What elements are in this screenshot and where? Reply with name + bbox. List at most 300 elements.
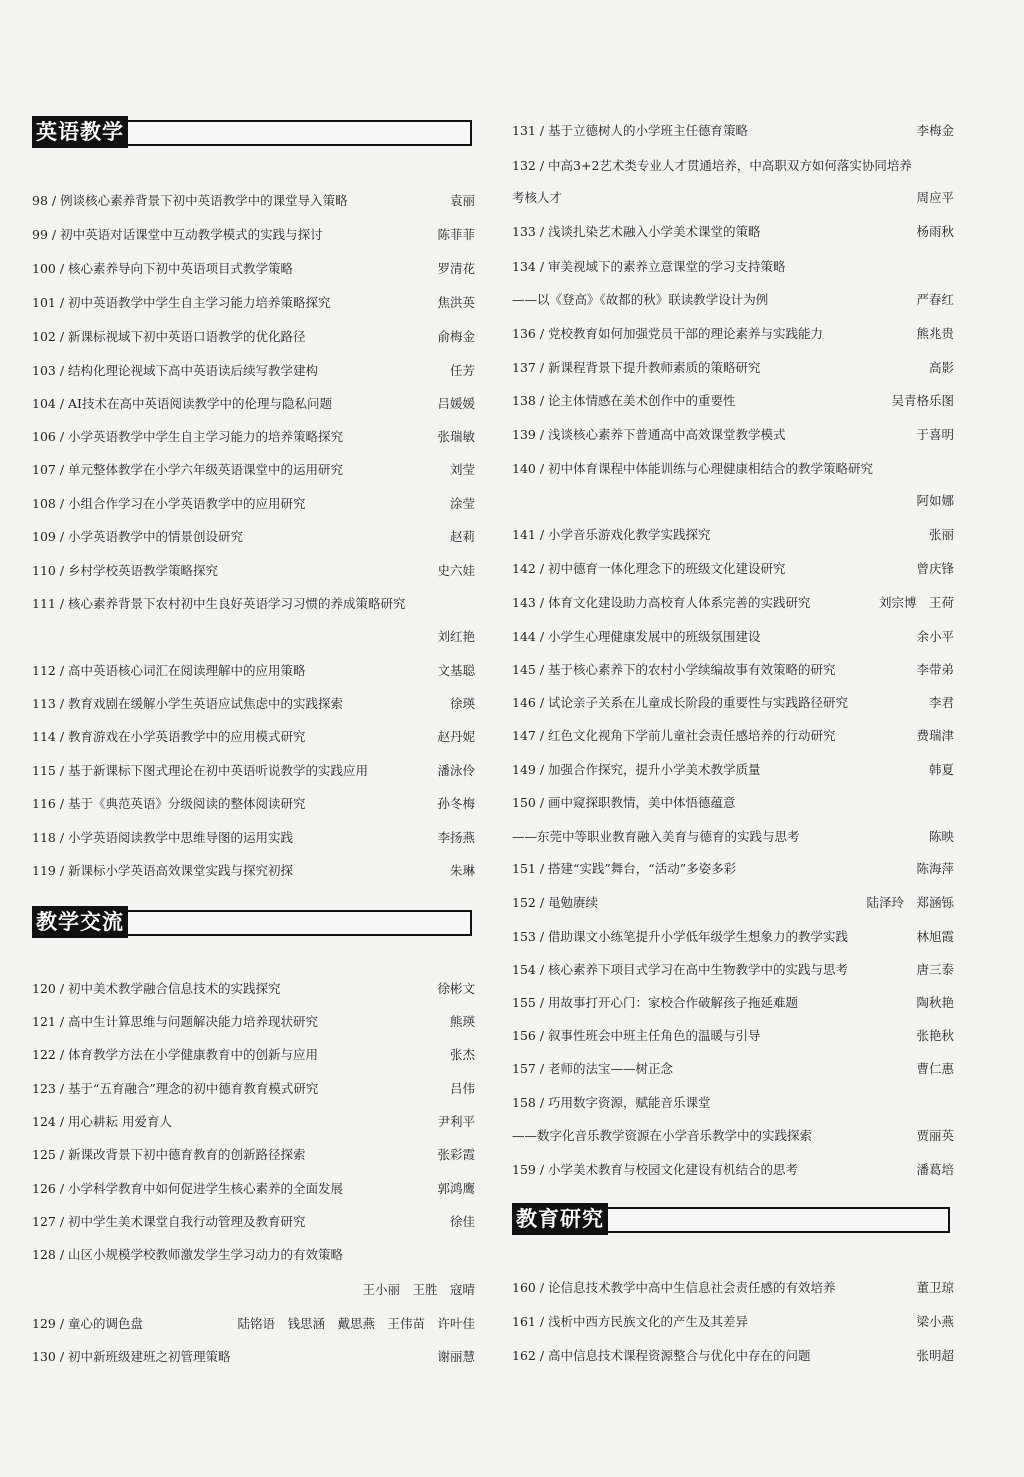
- entry-page-number: 137: [512, 360, 536, 375]
- entry-page-number: 159: [512, 1162, 536, 1177]
- entry-page-number: 161: [512, 1314, 536, 1329]
- entry-separator: /: [535, 861, 549, 876]
- entry-page-number: 142: [512, 561, 536, 576]
- entry-title: 教育游戏在小学英语教学中的应用模式研究: [68, 729, 306, 744]
- entry-title: 高中生计算思维与问题解决能力培养现状研究: [68, 1014, 319, 1029]
- section-title: 教育研究: [512, 1203, 608, 1235]
- entry-author: 张艳秋: [916, 1028, 954, 1043]
- toc-entry[interactable]: [32, 1279, 475, 1301]
- toc-entry[interactable]: [512, 1311, 954, 1333]
- entry-separator: /: [47, 193, 61, 208]
- entry-separator: /: [535, 962, 549, 977]
- entry-author: 张丽: [928, 527, 954, 542]
- entry-title: 核心素养导向下初中英语项目式教学策略: [68, 261, 294, 276]
- entry-page-number: 160: [512, 1280, 536, 1295]
- entry-author: 陆泽玲 郑涵铄: [866, 895, 954, 910]
- entry-title: 党校教育如何加强党员干部的理论素养与实践能力: [548, 326, 824, 341]
- entry-page-number: 134: [512, 259, 536, 274]
- entry-page-number: 145: [512, 662, 536, 677]
- entry-separator: /: [55, 396, 69, 411]
- entry-separator: /: [55, 1081, 69, 1096]
- entry-page-number: 132: [512, 158, 536, 173]
- entry-author: 熊瑛: [449, 1014, 475, 1029]
- entry-page-number: 101: [32, 295, 56, 310]
- toc-entry[interactable]: [512, 187, 954, 209]
- entry-author: 潘泳伶: [437, 763, 475, 778]
- toc-entry[interactable]: [512, 221, 954, 243]
- entry-separator: /: [55, 1014, 69, 1029]
- toc-entry[interactable]: [32, 593, 475, 615]
- entry-author: 刘宗博 王荷: [878, 595, 954, 610]
- entry-separator: /: [55, 863, 69, 878]
- entry-title: 用心耕耘 用爱育人: [68, 1114, 173, 1129]
- entry-author: 徐彬文: [437, 981, 475, 996]
- entry-author: 谢丽慧: [437, 1349, 475, 1364]
- entry-separator: /: [55, 496, 69, 511]
- entry-title: 初中德育一体化理念下的班级文化建设研究: [548, 561, 786, 576]
- entry-separator: /: [535, 158, 549, 173]
- toc-entry[interactable]: [32, 258, 475, 280]
- entry-page-number: 152: [512, 895, 536, 910]
- entry-page-number: 102: [32, 329, 56, 344]
- entry-title: 初中新班级建班之初管理策略: [68, 1349, 231, 1364]
- entry-author: 李带弟: [916, 662, 954, 677]
- entry-author: 罗清花: [437, 261, 475, 276]
- entry-page-number: 119: [32, 863, 56, 878]
- toc-entry[interactable]: [32, 1044, 475, 1066]
- entry-author: 董卫琼: [916, 1280, 954, 1295]
- entry-title: 新课改背景下初中德育教育的创新路径探索: [68, 1147, 306, 1162]
- entry-separator: /: [535, 527, 549, 542]
- entry-author: 陶秋艳: [916, 995, 954, 1010]
- toc-entry[interactable]: [512, 289, 954, 311]
- entry-separator: /: [55, 796, 69, 811]
- toc-entry[interactable]: [32, 426, 475, 448]
- entry-author: 李扬燕: [437, 830, 475, 845]
- toc-entry[interactable]: [512, 959, 954, 981]
- entry-page-number: 157: [512, 1061, 536, 1076]
- entry-title: 论主体情感在美术创作中的重要性: [548, 393, 736, 408]
- entry-title: 核心素养下项目式学习在高中生物教学中的实践与思考: [548, 962, 849, 977]
- toc-entry[interactable]: [32, 393, 475, 415]
- entry-title: 小学英语教学中学生自主学习能力的培养策略探究: [68, 429, 344, 444]
- entry-author: 吕媛媛: [437, 396, 475, 411]
- entry-separator: /: [535, 1348, 549, 1363]
- entry-title: ——数字化音乐教学资源在小学音乐教学中的实践探索: [512, 1128, 813, 1143]
- entry-author: 吕伟: [449, 1081, 475, 1096]
- entry-page-number: 104: [32, 396, 56, 411]
- entry-title: 基于新课标下图式理论在初中英语听说教学的实践应用: [68, 763, 369, 778]
- entry-title: 浅谈扎染艺术融入小学美术课堂的策略: [548, 224, 761, 239]
- entry-page-number: 149: [512, 762, 536, 777]
- entry-page-number: 100: [32, 261, 56, 276]
- toc-entry[interactable]: [32, 1313, 475, 1335]
- entry-page-number: 154: [512, 962, 536, 977]
- entry-page-number: 155: [512, 995, 536, 1010]
- toc-entry[interactable]: [32, 1078, 475, 1100]
- entry-separator: /: [535, 461, 549, 476]
- toc-entry[interactable]: [512, 992, 954, 1014]
- entry-page-number: 116: [32, 796, 56, 811]
- entry-author: 赵丹妮: [437, 729, 475, 744]
- toc-entry[interactable]: [512, 759, 954, 781]
- toc-entry[interactable]: [512, 256, 954, 278]
- entry-separator: /: [535, 360, 549, 375]
- entry-title: 基于核心素养下的农村小学续编故事有效策略的研究: [548, 662, 836, 677]
- entry-author: 张明超: [916, 1348, 954, 1363]
- toc-entry[interactable]: [32, 1178, 475, 1200]
- entry-title: 教育戏剧在缓解小学生英语应试焦虑中的实践探索: [68, 696, 344, 711]
- entry-author: 李君: [928, 695, 954, 710]
- toc-entry[interactable]: [32, 1144, 475, 1166]
- entry-page-number: 143: [512, 595, 536, 610]
- entry-title: 老师的法宝——树正念: [548, 1061, 674, 1076]
- toc-entry[interactable]: [512, 826, 954, 848]
- entry-page-number: 146: [512, 695, 536, 710]
- entry-separator: /: [535, 393, 549, 408]
- entry-page-number: 153: [512, 929, 536, 944]
- entry-separator: /: [55, 1147, 69, 1162]
- entry-page-number: 115: [32, 763, 56, 778]
- toc-entry[interactable]: [512, 490, 954, 512]
- entry-title: 基于立德树人的小学班主任德育策略: [548, 123, 749, 138]
- toc-entry[interactable]: [512, 892, 954, 914]
- entry-title: 初中美术教学融合信息技术的实践探究: [68, 981, 281, 996]
- entry-author: 焦洪英: [437, 295, 475, 310]
- entry-separator: /: [535, 762, 549, 777]
- entry-author: 曾庆锋: [916, 561, 954, 576]
- entry-author: 高影: [928, 360, 954, 375]
- entry-author: 杨雨秋: [916, 224, 954, 239]
- toc-entry[interactable]: [32, 292, 475, 314]
- toc-entry[interactable]: [32, 459, 475, 481]
- entry-page-number: 129: [32, 1316, 56, 1331]
- section-header: [32, 910, 472, 936]
- toc-entry[interactable]: [512, 592, 954, 614]
- entry-author: 涂莹: [449, 496, 475, 511]
- entry-separator: /: [535, 561, 549, 576]
- entry-author: 李梅金: [916, 123, 954, 138]
- toc-entry[interactable]: [32, 1346, 475, 1368]
- entry-separator: /: [535, 995, 549, 1010]
- entry-author: 徐瑛: [449, 696, 475, 711]
- entry-separator: /: [535, 1028, 549, 1043]
- entry-title: 小学美术教育与校园文化建设有机结合的思考: [548, 1162, 799, 1177]
- entry-separator: /: [55, 981, 69, 996]
- entry-page-number: 144: [512, 629, 536, 644]
- entry-title: 小学英语教学中的情景创设研究: [68, 529, 244, 544]
- entry-separator: /: [55, 596, 69, 611]
- toc-entry[interactable]: [512, 458, 954, 480]
- entry-page-number: 120: [32, 981, 56, 996]
- toc-entry[interactable]: [512, 692, 954, 714]
- entry-title: 借助课文小练笔提升小学低年级学生想象力的教学实践: [548, 929, 849, 944]
- entry-author: 俞梅金: [437, 329, 475, 344]
- entry-separator: /: [55, 1316, 69, 1331]
- toc-entry[interactable]: [32, 693, 475, 715]
- entry-separator: /: [535, 1162, 549, 1177]
- entry-author: 阿如娜: [916, 493, 954, 508]
- entry-author: 尹利平: [437, 1114, 475, 1129]
- entry-title: 小组合作学习在小学英语教学中的应用研究: [68, 496, 306, 511]
- entry-separator: /: [535, 795, 549, 810]
- toc-entry[interactable]: [512, 626, 954, 648]
- entry-title: 新课标视域下初中英语口语教学的优化路径: [68, 329, 306, 344]
- entry-page-number: 127: [32, 1214, 56, 1229]
- toc-entry[interactable]: [32, 827, 475, 849]
- entry-title: 试论亲子关系在儿童成长阶段的重要性与实践路径研究: [548, 695, 849, 710]
- entry-author: 陆铭语 钱思涵 戴思燕 王伟苗 许叶佳: [237, 1316, 475, 1331]
- section-header: [512, 1207, 950, 1233]
- toc-entry[interactable]: [32, 860, 475, 882]
- toc-entry[interactable]: [32, 726, 475, 748]
- toc-entry[interactable]: [32, 526, 475, 548]
- entry-separator: /: [535, 123, 549, 138]
- entry-separator: /: [535, 1280, 549, 1295]
- entry-author: 吴青格乐图: [891, 393, 954, 408]
- toc-entry[interactable]: [512, 357, 954, 379]
- entry-page-number: 99: [32, 227, 48, 242]
- entry-title: 体育文化建设助力高校育人体系完善的实践研究: [548, 595, 811, 610]
- entry-title: 用故事打开心门：家校合作破解孩子拖延难题: [548, 995, 799, 1010]
- entry-separator: /: [535, 662, 549, 677]
- toc-entry[interactable]: [512, 424, 954, 446]
- entry-author: 严春红: [916, 292, 954, 307]
- entry-author: 陈海萍: [916, 861, 954, 876]
- toc-entry[interactable]: [32, 626, 475, 648]
- entry-author: 张杰: [449, 1047, 475, 1062]
- entry-separator: /: [55, 1349, 69, 1364]
- entry-separator: /: [55, 429, 69, 444]
- entry-title: 体育教学方法在小学健康教育中的创新与应用: [68, 1047, 319, 1062]
- toc-entry[interactable]: [32, 190, 475, 212]
- toc-entry[interactable]: [512, 1025, 954, 1047]
- entry-title: 小学科学教育中如何促进学生核心素养的全面发展: [68, 1181, 344, 1196]
- toc-entry[interactable]: [32, 1244, 475, 1266]
- toc-entry[interactable]: [512, 1058, 954, 1080]
- entry-author: 余小平: [916, 629, 954, 644]
- entry-separator: /: [55, 663, 69, 678]
- entry-title: 加强合作探究，提升小学美术教学质量: [548, 762, 761, 777]
- entry-page-number: 139: [512, 427, 536, 442]
- entry-separator: /: [535, 629, 549, 644]
- entry-separator: /: [55, 1047, 69, 1062]
- entry-page-number: 98: [32, 193, 48, 208]
- entry-author: 梁小燕: [916, 1314, 954, 1329]
- toc-entry[interactable]: [32, 1011, 475, 1033]
- entry-separator: /: [535, 1314, 549, 1329]
- toc-entry[interactable]: [32, 1211, 475, 1233]
- section-title: 教学交流: [32, 906, 128, 938]
- toc-entry[interactable]: [512, 858, 954, 880]
- entry-page-number: 114: [32, 729, 56, 744]
- entry-separator: /: [55, 1114, 69, 1129]
- entry-author: 于喜明: [916, 427, 954, 442]
- entry-title: 结构化理论视域下高中英语读后续写教学建构: [68, 363, 319, 378]
- section-title: 英语教学: [32, 116, 128, 148]
- entry-separator: /: [535, 1095, 549, 1110]
- toc-entry[interactable]: [32, 1111, 475, 1133]
- entry-page-number: 111: [32, 596, 56, 611]
- entry-author: 孙冬梅: [437, 796, 475, 811]
- entry-author: 刘红艳: [437, 629, 475, 644]
- entry-separator: /: [55, 261, 69, 276]
- entry-page-number: 158: [512, 1095, 536, 1110]
- toc-entry[interactable]: [512, 1092, 954, 1114]
- entry-page-number: 128: [32, 1247, 56, 1262]
- entry-page-number: 162: [512, 1348, 536, 1363]
- entry-title: 巧用数字资源，赋能音乐课堂: [548, 1095, 711, 1110]
- entry-title: 初中体育课程中体能训练与心理健康相结合的教学策略研究: [548, 461, 874, 476]
- entry-author: 林旭霞: [916, 929, 954, 944]
- entry-separator: /: [535, 695, 549, 710]
- entry-author: 陈映: [928, 829, 954, 844]
- entry-page-number: 141: [512, 527, 536, 542]
- toc-entry[interactable]: [512, 1345, 954, 1367]
- entry-separator: /: [55, 363, 69, 378]
- entry-title: 浅谈核心素养下普通高中高效课堂教学模式: [548, 427, 786, 442]
- entry-author: 周应平: [916, 190, 954, 205]
- toc-entry[interactable]: [512, 1277, 954, 1299]
- entry-page-number: 107: [32, 462, 56, 477]
- entry-page-number: 138: [512, 393, 536, 408]
- entry-separator: /: [55, 830, 69, 845]
- entry-title: 叙事性班会中班主任角色的温暖与引导: [548, 1028, 761, 1043]
- entry-title: ——以《登高》《故都的秋》联读教学设计为例: [512, 292, 769, 307]
- entry-separator: /: [55, 329, 69, 344]
- toc-entry[interactable]: [512, 792, 954, 814]
- entry-page-number: 110: [32, 563, 56, 578]
- entry-separator: /: [55, 295, 69, 310]
- entry-page-number: 109: [32, 529, 56, 544]
- entry-separator: /: [55, 462, 69, 477]
- toc-entry[interactable]: [32, 224, 475, 246]
- section-header: [32, 120, 472, 146]
- toc-entry[interactable]: [512, 926, 954, 948]
- entry-author: 韩夏: [928, 762, 954, 777]
- entry-title: 初中英语教学中学生自主学习能力培养策略探究: [68, 295, 331, 310]
- entry-author: 费瑞津: [916, 728, 954, 743]
- entry-title: 高中英语核心词汇在阅读理解中的应用策略: [68, 663, 306, 678]
- entry-title: 考核人才: [512, 190, 563, 205]
- entry-page-number: 121: [32, 1014, 56, 1029]
- entry-separator: /: [55, 729, 69, 744]
- entry-title: 初中英语对话课堂中互动教学模式的实践与探讨: [60, 227, 323, 242]
- entry-title: 新课程背景下提升教师素质的策略研究: [548, 360, 761, 375]
- toc-entry[interactable]: [32, 660, 475, 682]
- entry-page-number: 124: [32, 1114, 56, 1129]
- entry-author: 史六娃: [437, 563, 475, 578]
- entry-author: 张彩霞: [437, 1147, 475, 1162]
- entry-title: 单元整体教学在小学六年级英语课堂中的运用研究: [68, 462, 344, 477]
- entry-title: 乡村学校英语教学策略探究: [68, 563, 219, 578]
- entry-title: 小学英语阅读教学中思维导图的运用实践: [68, 830, 294, 845]
- entry-page-number: 126: [32, 1181, 56, 1196]
- toc-entry[interactable]: [512, 558, 954, 580]
- entry-title: 基于《典范英语》分级阅读的整体阅读研究: [68, 796, 306, 811]
- toc-entry[interactable]: [512, 155, 954, 177]
- entry-title: 论信息技术教学中高中生信息社会责任感的有效培养: [548, 1280, 836, 1295]
- entry-title: 中高3+2艺术类专业人才贯通培养，中高职双方如何落实协同培养: [548, 158, 912, 173]
- entry-author: 赵莉: [449, 529, 475, 544]
- entry-author: 潘葛培: [916, 1162, 954, 1177]
- entry-separator: /: [535, 326, 549, 341]
- entry-page-number: 131: [512, 123, 536, 138]
- entry-page-number: 112: [32, 663, 56, 678]
- entry-separator: /: [535, 895, 549, 910]
- entry-page-number: 106: [32, 429, 56, 444]
- toc-entry[interactable]: [32, 978, 475, 1000]
- entry-separator: /: [55, 1247, 69, 1262]
- entry-page-number: 140: [512, 461, 536, 476]
- entry-page-number: 136: [512, 326, 536, 341]
- toc-entry[interactable]: [512, 1125, 954, 1147]
- entry-page-number: 103: [32, 363, 56, 378]
- toc-entry[interactable]: [32, 793, 475, 815]
- entry-title: 新课标小学英语高效课堂实践与探究初探: [68, 863, 294, 878]
- entry-separator: /: [55, 563, 69, 578]
- toc-entry[interactable]: [512, 659, 954, 681]
- entry-separator: /: [535, 427, 549, 442]
- toc-entry[interactable]: [512, 725, 954, 747]
- entry-page-number: 147: [512, 728, 536, 743]
- entry-title: 浅析中西方民族文化的产生及其差异: [548, 1314, 749, 1329]
- toc-entry[interactable]: [32, 560, 475, 582]
- entry-separator: /: [55, 763, 69, 778]
- entry-title: 小学音乐游戏化教学实践探究: [548, 527, 711, 542]
- toc-entry[interactable]: [512, 323, 954, 345]
- entry-separator: /: [535, 1061, 549, 1076]
- toc-entry[interactable]: [32, 326, 475, 348]
- toc-entry[interactable]: [32, 493, 475, 515]
- entry-author: 贾丽英: [916, 1128, 954, 1143]
- toc-entry[interactable]: [512, 1159, 954, 1181]
- entry-title: 红色文化视角下学前儿童社会责任感培养的行动研究: [548, 728, 836, 743]
- entry-separator: /: [535, 728, 549, 743]
- entry-author: 张瑞敏: [437, 429, 475, 444]
- entry-author: 朱琳: [449, 863, 475, 878]
- entry-title: 审美视域下的素养立意课堂的学习支持策略: [548, 259, 786, 274]
- entry-author: 刘莹: [449, 462, 475, 477]
- entry-page-number: 125: [32, 1147, 56, 1162]
- entry-page-number: 156: [512, 1028, 536, 1043]
- toc-entry[interactable]: [512, 120, 954, 142]
- entry-separator: /: [47, 227, 61, 242]
- entry-title: 童心的调色盘: [68, 1316, 144, 1331]
- toc-entry[interactable]: [512, 390, 954, 412]
- entry-title: 高中信息技术课程资源整合与优化中存在的问题: [548, 1348, 811, 1363]
- toc-entry[interactable]: [32, 360, 475, 382]
- entry-title: 例谈核心素养背景下初中英语教学中的课堂导入策略: [60, 193, 348, 208]
- entry-title: ——东莞中等职业教育融入美育与德育的实践与思考: [512, 829, 800, 844]
- entry-separator: /: [55, 1181, 69, 1196]
- toc-entry[interactable]: [512, 524, 954, 546]
- entry-page-number: 118: [32, 830, 56, 845]
- entry-separator: /: [535, 259, 549, 274]
- entry-title: 搭建“实践”舞台，“活动”多姿多彩: [548, 861, 737, 876]
- toc-entry[interactable]: [32, 760, 475, 782]
- entry-separator: /: [55, 529, 69, 544]
- entry-author: 陈菲菲: [437, 227, 475, 242]
- entry-author: 熊兆贵: [916, 326, 954, 341]
- entry-author: 文基聪: [437, 663, 475, 678]
- entry-author: 王小丽 王胜 寇晴: [362, 1282, 475, 1297]
- entry-page-number: 133: [512, 224, 536, 239]
- entry-title: 小学生心理健康发展中的班级氛围建设: [548, 629, 761, 644]
- entry-page-number: 150: [512, 795, 536, 810]
- entry-author: 曹仁惠: [916, 1061, 954, 1076]
- entry-title: 画中窥探职教情，美中体悟德蕴意: [548, 795, 736, 810]
